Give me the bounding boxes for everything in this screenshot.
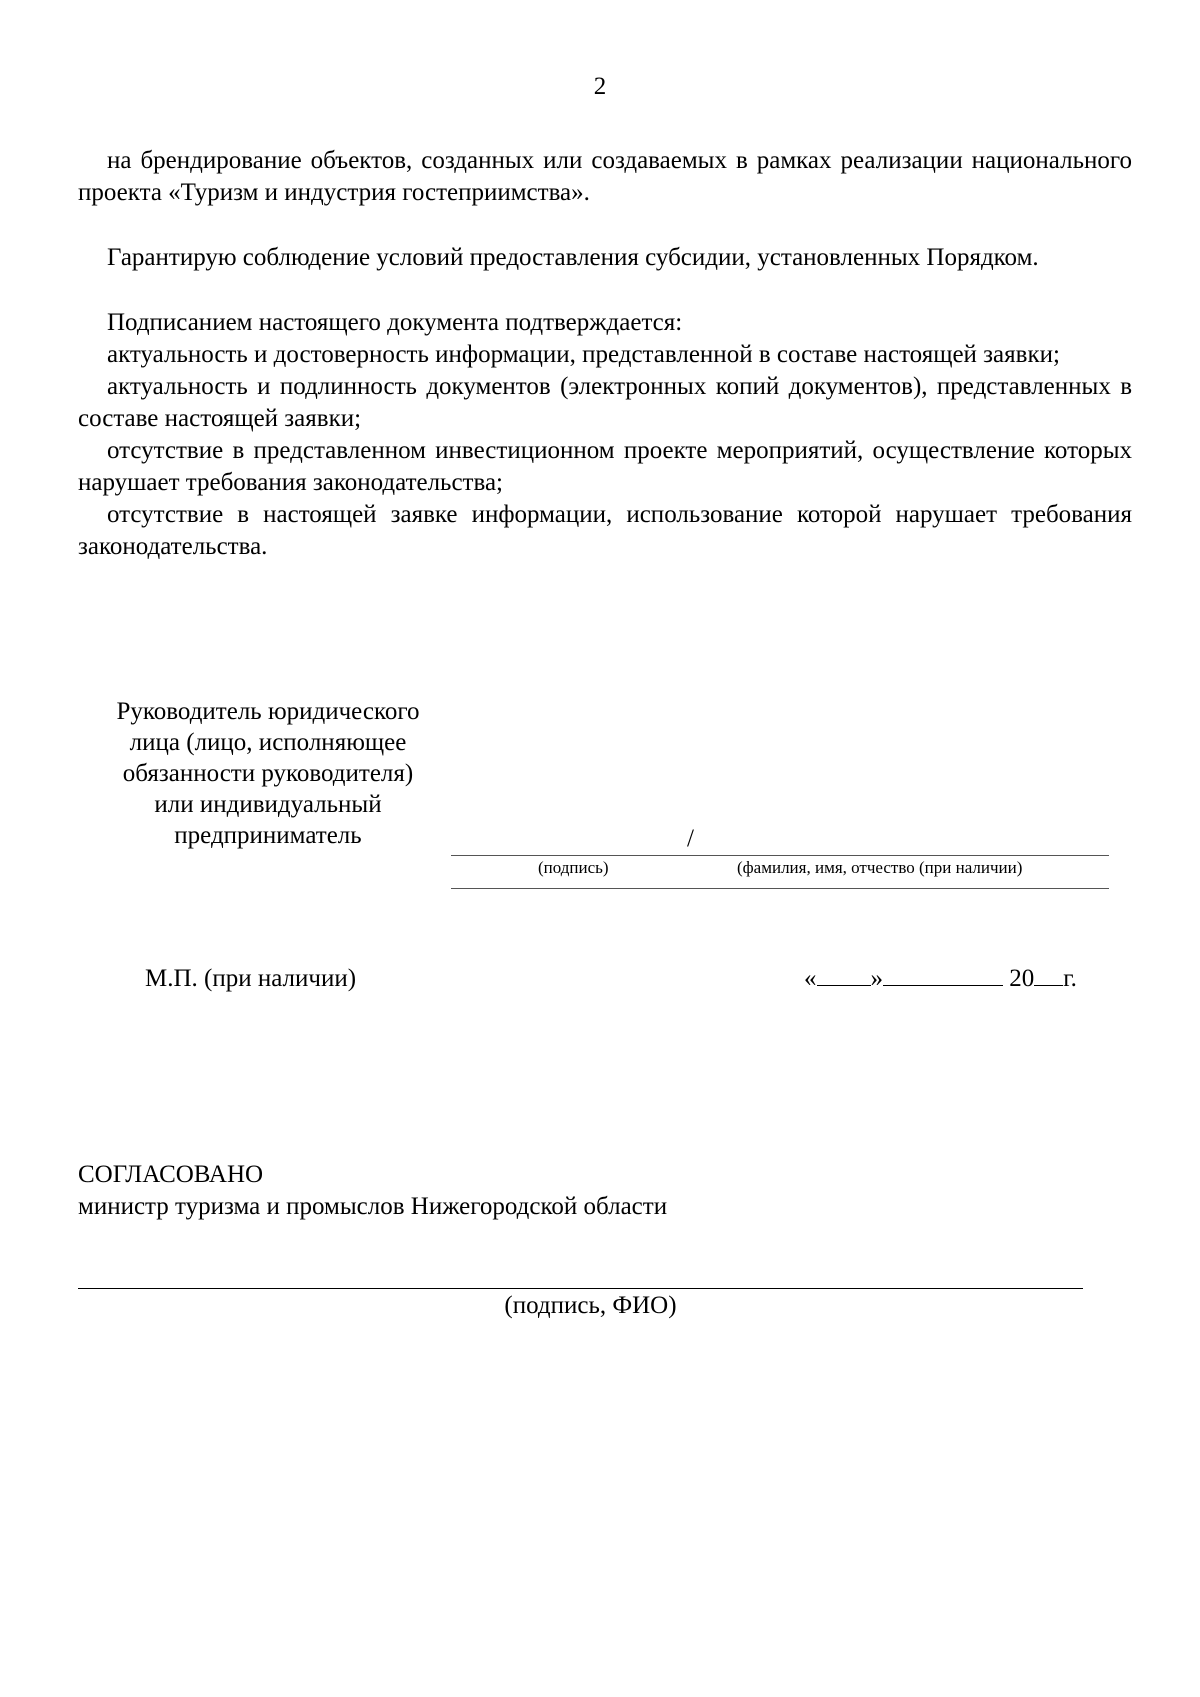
paragraph-no-violating-information: отсутствие в настоящей заявке информации, использование которой нарушает требования законодательства. — [78, 501, 1132, 560]
month-blank — [883, 963, 1003, 986]
approval-signature-line — [78, 1288, 1083, 1289]
paragraph-confirmation-intro: Подписанием настоящего документа подтверждается: — [107, 309, 683, 336]
stamp-placeholder: М.П. (при наличии) — [145, 965, 357, 992]
paragraph-no-violating-activities: отсутствие в представленном инвестиционном проекте мероприятий, осуществление которых нарушает требования законодательства; — [78, 437, 1132, 496]
page-number: 2 — [593, 73, 607, 100]
signature-separator-slash: / — [687, 825, 694, 852]
approval-heading: СОГЛАСОВАНО — [78, 1161, 264, 1188]
year-suffix: г. — [1063, 965, 1077, 992]
signatory-title-line: Руководитель юридического — [116, 698, 420, 725]
signatory-title-line: предприниматель — [174, 822, 362, 849]
signatory-title-line: обязанности руководителя) — [122, 760, 414, 787]
signatory-title-line: или индивидуальный — [154, 791, 382, 818]
year-prefix: 20 — [1009, 965, 1035, 992]
signatory-title — [78, 696, 458, 851]
signature-line — [451, 855, 1109, 856]
year-blank — [1034, 963, 1063, 986]
paragraph-guarantee: Гарантирую соблюдение условий предоставления субсидии, установленных Порядком. — [107, 244, 1039, 271]
paragraph-information-accuracy: актуальность и достоверность информации, представленной в составе настоящей заявки; — [107, 341, 1060, 368]
approval-signature-caption: (подпись, ФИО) — [504, 1292, 677, 1319]
approval-position: министр туризма и промыслов Нижегородской области — [78, 1193, 668, 1220]
signature-caption: (подпись) — [538, 858, 609, 877]
paragraph-document-authenticity: актуальность и подлинность документов (электронных копий документов), представленных в составе настоящей заявки; — [78, 373, 1132, 432]
paragraph-branding: на брендирование объектов, созданных или создаваемых в рамках реализации национального проекта «Туризм и индустрия гостеприимства». — [78, 147, 1132, 206]
date-field — [804, 963, 1077, 995]
date-close-quote: » — [870, 965, 883, 992]
signature-caption-underline — [451, 888, 1109, 889]
full-name-caption: (фамилия, имя, отчество (при наличии) — [737, 858, 1023, 877]
signatory-title-line: лица (лицо, исполняющее — [129, 729, 407, 756]
day-blank — [817, 963, 871, 986]
date-open-quote: « — [804, 965, 817, 992]
application-body-upper — [78, 145, 1132, 563]
